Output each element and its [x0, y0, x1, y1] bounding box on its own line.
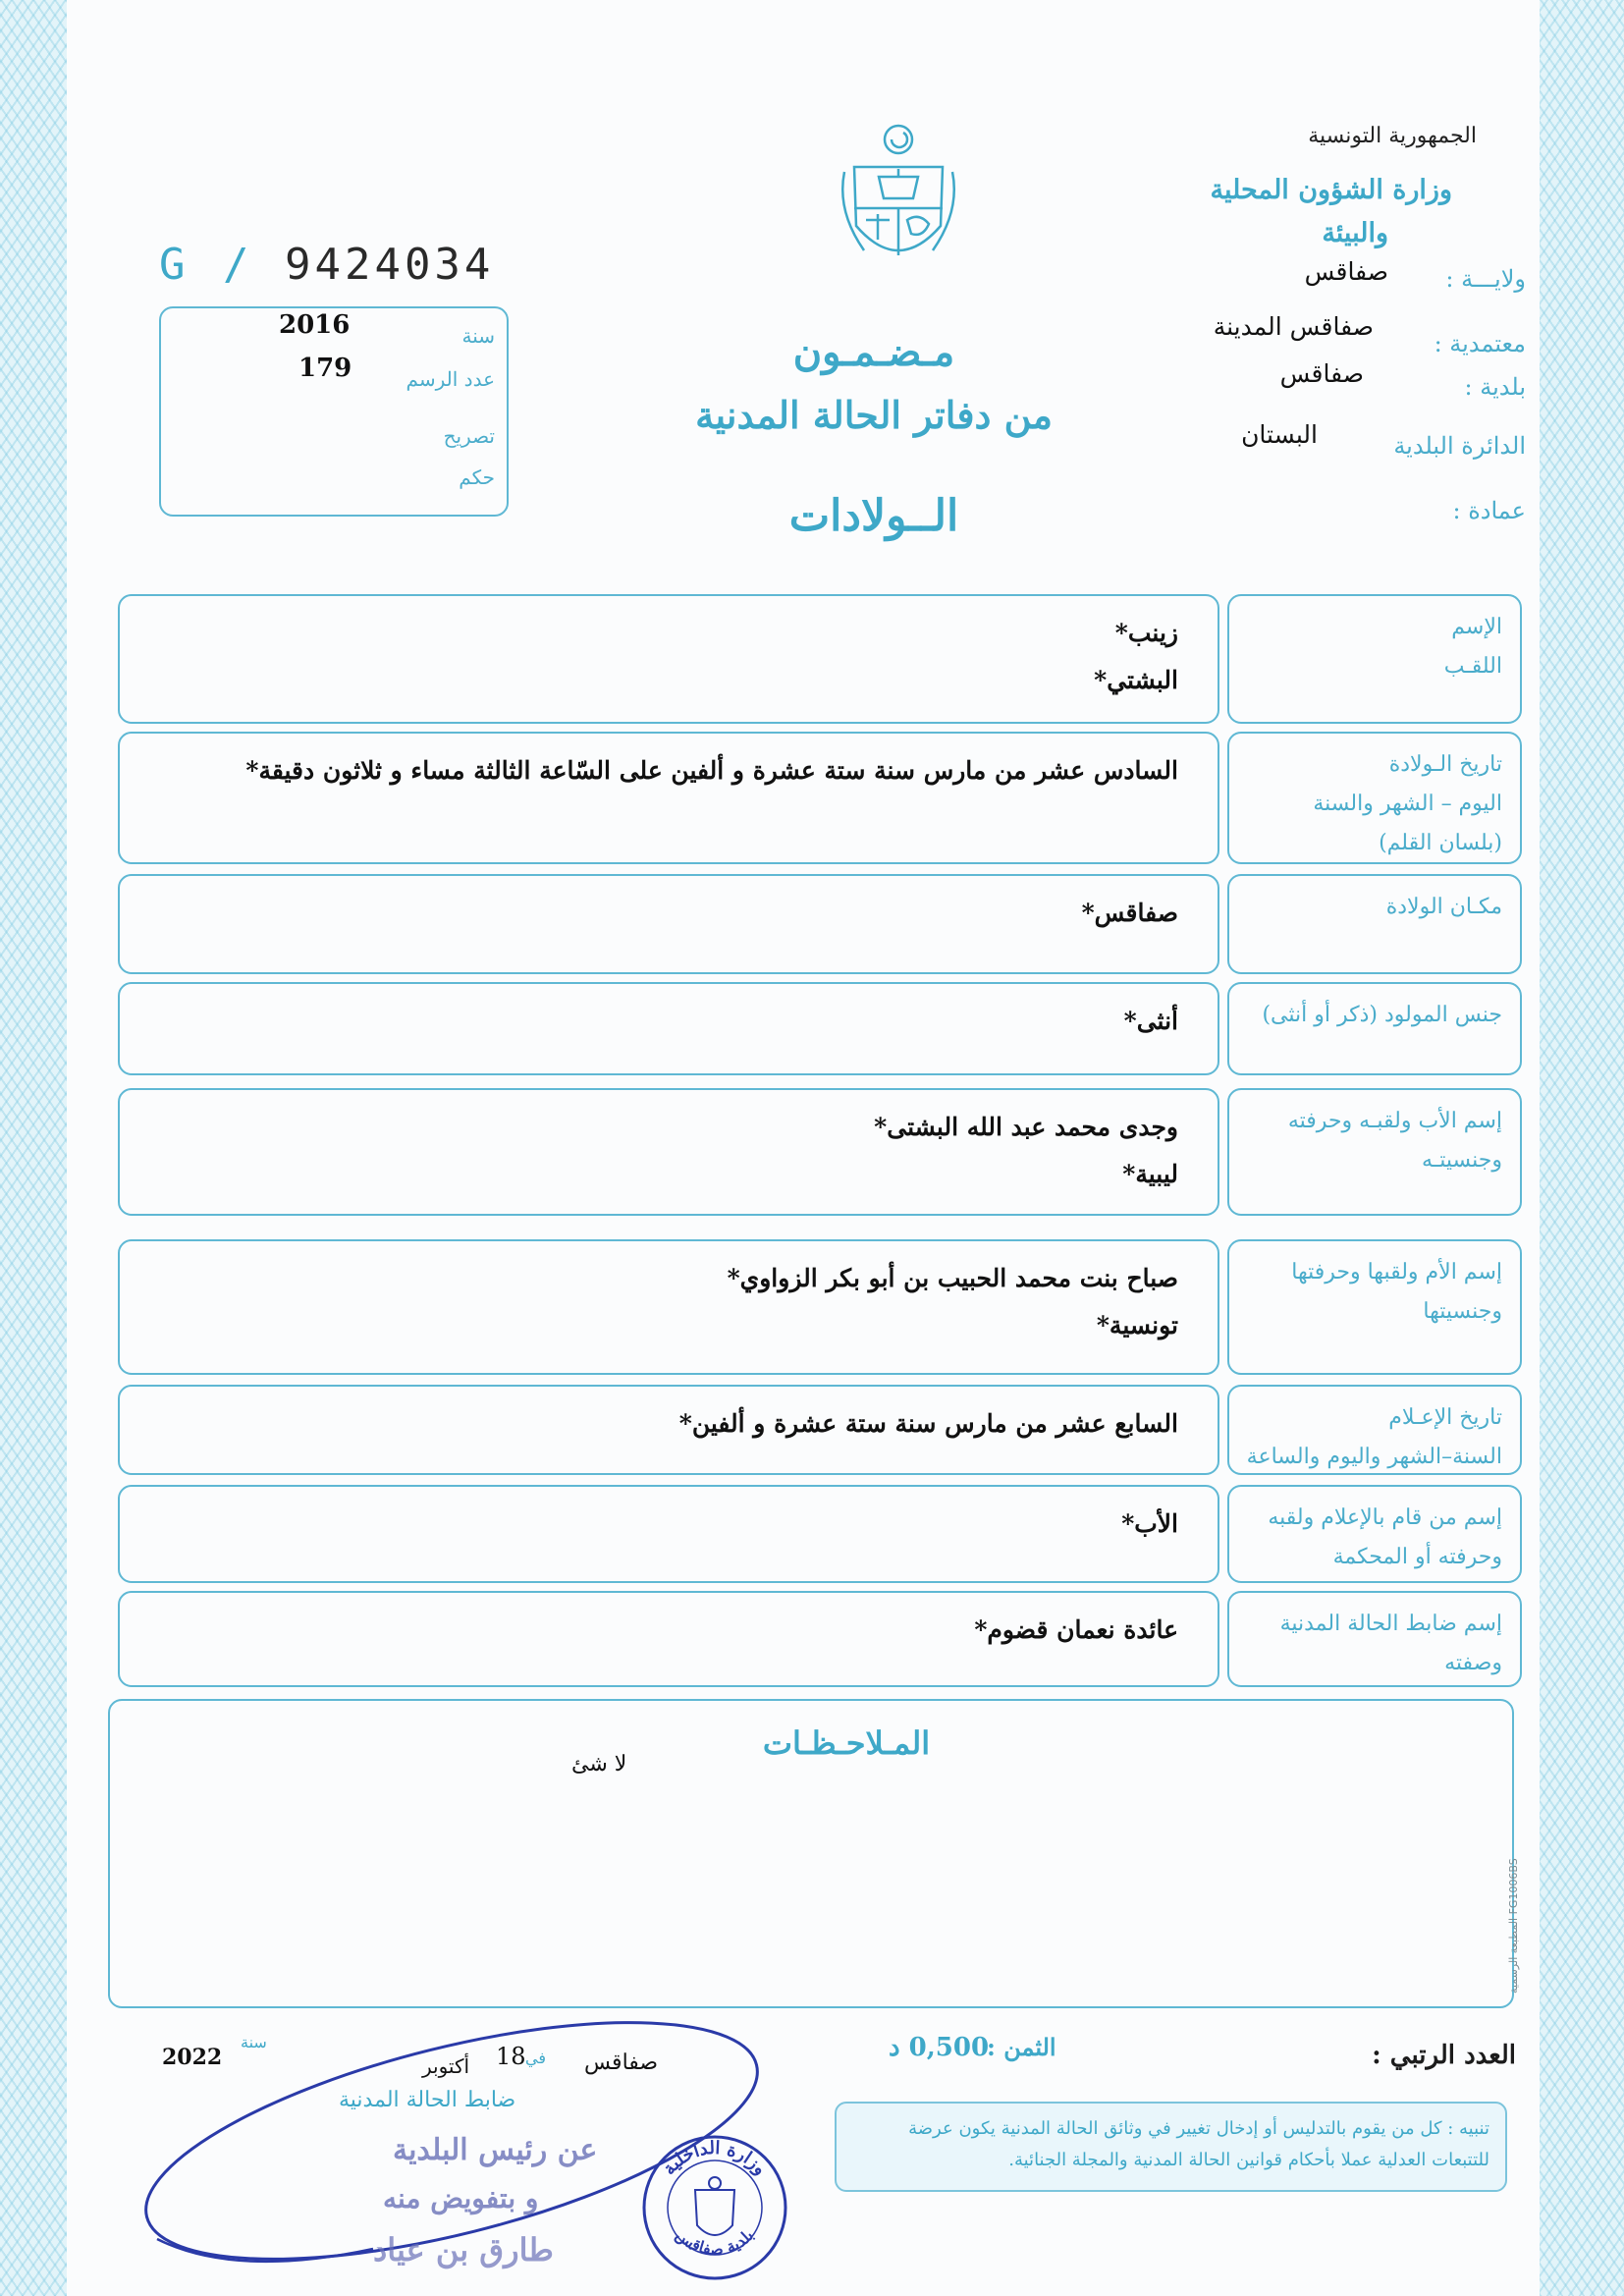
svg-text:وزارة الداخلية: [659, 2138, 771, 2179]
field-value: السابع عشر من مارس سنة ستة عشرة و ألفين*: [678, 1409, 1178, 1438]
field-value: صفاقس*: [1081, 899, 1178, 927]
register-box: [159, 306, 509, 517]
title-line3: الــولادات: [788, 491, 959, 541]
in-word: في: [525, 2049, 546, 2067]
issue-month: أكتوبر: [422, 2054, 470, 2078]
field-label: الإسم اللقـب: [1443, 615, 1502, 679]
issue-year: 2022: [162, 2045, 223, 2070]
field-label-box: [1227, 1485, 1522, 1583]
ministry-line2: والبيئة: [1322, 218, 1388, 248]
field-value-box: [118, 1591, 1219, 1687]
signature-line2: و بتفويض منه: [383, 2182, 539, 2214]
remarks-box: [108, 1699, 1514, 2008]
field-label: إسم الأب ولقبـه وحرفته وجنسيتـه: [1287, 1109, 1502, 1173]
delegation-label: معتمدية :: [1434, 330, 1526, 357]
remarks-value: لا شئ: [571, 1752, 627, 1777]
signature-line1: عن رئيس البلدية: [393, 2133, 598, 2167]
serial-number: [159, 240, 494, 290]
field-value: عائدة نعمان قضوم*: [974, 1615, 1178, 1644]
year-value: 2016: [279, 310, 351, 340]
issue-day: 18: [496, 2043, 526, 2070]
title-line1: مـضـمـون: [792, 329, 955, 375]
issue-place: صفاقس: [584, 2050, 659, 2075]
field-label: إسم الأم ولقبها وحرفتها وجنسيتها: [1291, 1260, 1502, 1324]
omda-label: عمادة :: [1452, 497, 1526, 524]
field-value-box: [118, 874, 1219, 974]
field-value: زينب* البشتي*: [1094, 619, 1178, 694]
stamp-top-text: وزارة الداخلية: [659, 2137, 771, 2180]
field-label: تاريخ الـولادة اليوم – الشهر والسنة (بلسان القلم): [1313, 752, 1502, 855]
security-border-left: [0, 0, 67, 2296]
field-value-box: [118, 1385, 1219, 1475]
field-value-box: [118, 732, 1219, 864]
title-line2: من دفاتر الحالة المدنية: [695, 393, 1053, 437]
field-label: إسم ضابط الحالة المدنية وصفته: [1279, 1612, 1502, 1675]
field-label: إسم من قام بالإعلام ولقبه وحرفته أو المحكمة: [1268, 1505, 1502, 1569]
field-value-box: [118, 982, 1219, 1075]
wilaya-value: صفاقس: [1304, 257, 1388, 286]
security-border-right: [1540, 0, 1624, 2296]
field-value-box: [118, 1088, 1219, 1216]
svg-text:بلدية صفاقس: [672, 2225, 757, 2259]
stamp-bottom-text: بلدية صفاقس: [672, 2224, 758, 2259]
field-label: جنس المولود (ذكر أو أنثى): [1262, 1003, 1502, 1027]
judgment-label: حكم: [459, 465, 495, 489]
wilaya-label: ولايـــة :: [1445, 265, 1526, 293]
district-label: الدائرة البلدية: [1393, 432, 1526, 460]
republic-label: الجمهورية التونسية: [1308, 124, 1477, 148]
municipality-value: صفاقس: [1279, 359, 1364, 388]
field-label: مكـان الولادة: [1385, 895, 1502, 919]
ministry-line1: وزارة الشؤون المحلية: [1210, 175, 1452, 205]
year-word: سنة: [241, 2033, 267, 2051]
register-number-value: 179: [298, 354, 352, 383]
signature-line3: طارق بن عياد: [373, 2231, 554, 2269]
legal-notice: تنبيه : كل من يقوم بالتدليس أو إدخال تغيير في وثائق الحالة المدنية يكون عرضة للتتبعات العدلية عملا بأحكام قوانين الحالة المدنية والمجلة الجنائية.: [835, 2102, 1507, 2192]
remarks-title: المـلاحـظـات: [762, 1724, 931, 1762]
field-value: وجدى محمد عبد الله البشتى* ليبية*: [874, 1113, 1178, 1188]
printer-mark: المطبعة الرسمية FG1006BS: [1507, 1858, 1520, 1994]
field-label-box: [1227, 732, 1522, 864]
price-label: الثمن :: [987, 2033, 1056, 2061]
field-value: السادس عشر من مارس سنة ستة عشرة و ألفين على السّاعة الثالثة مساء و ثلاثون دقيقة*: [245, 756, 1178, 785]
field-label-box: [1227, 1385, 1522, 1475]
serial-value: 9424034: [284, 240, 495, 290]
serial-prefix: G /: [159, 240, 255, 290]
field-label-box: [1227, 1591, 1522, 1687]
field-value-box: [118, 1485, 1219, 1583]
field-label-box: [1227, 982, 1522, 1075]
serial-label: العدد الرتبي :: [1372, 2041, 1516, 2070]
field-value-box: [118, 1239, 1219, 1375]
field-value: أنثى*: [1123, 1007, 1178, 1035]
price-value: 0,500 د: [889, 2033, 990, 2062]
register-number-label: عدد الرسم: [406, 367, 495, 391]
declaration-label: تصريح: [443, 424, 495, 448]
coat-of-arms-icon: [835, 118, 962, 275]
field-value-box: [118, 594, 1219, 724]
field-label: تاريخ الإعـلام السنة–الشهر واليوم والساعة: [1246, 1405, 1502, 1469]
municipal-stamp-icon: [636, 2129, 793, 2286]
officer-title: ضابط الحالة المدنية: [339, 2088, 516, 2112]
district-value: البستان: [1241, 420, 1318, 449]
field-value: الأب*: [1121, 1509, 1178, 1538]
municipality-label: بلدية :: [1464, 373, 1526, 401]
field-label-box: [1227, 1088, 1522, 1216]
delegation-value: صفاقس المدينة: [1213, 312, 1374, 341]
field-label-box: [1227, 594, 1522, 724]
field-label-box: [1227, 874, 1522, 974]
year-label: سنة: [461, 324, 495, 348]
field-label-box: [1227, 1239, 1522, 1375]
field-value: صباح بنت محمد الحبيب بن أبو بكر الزواوي* تونسية*: [727, 1264, 1178, 1339]
